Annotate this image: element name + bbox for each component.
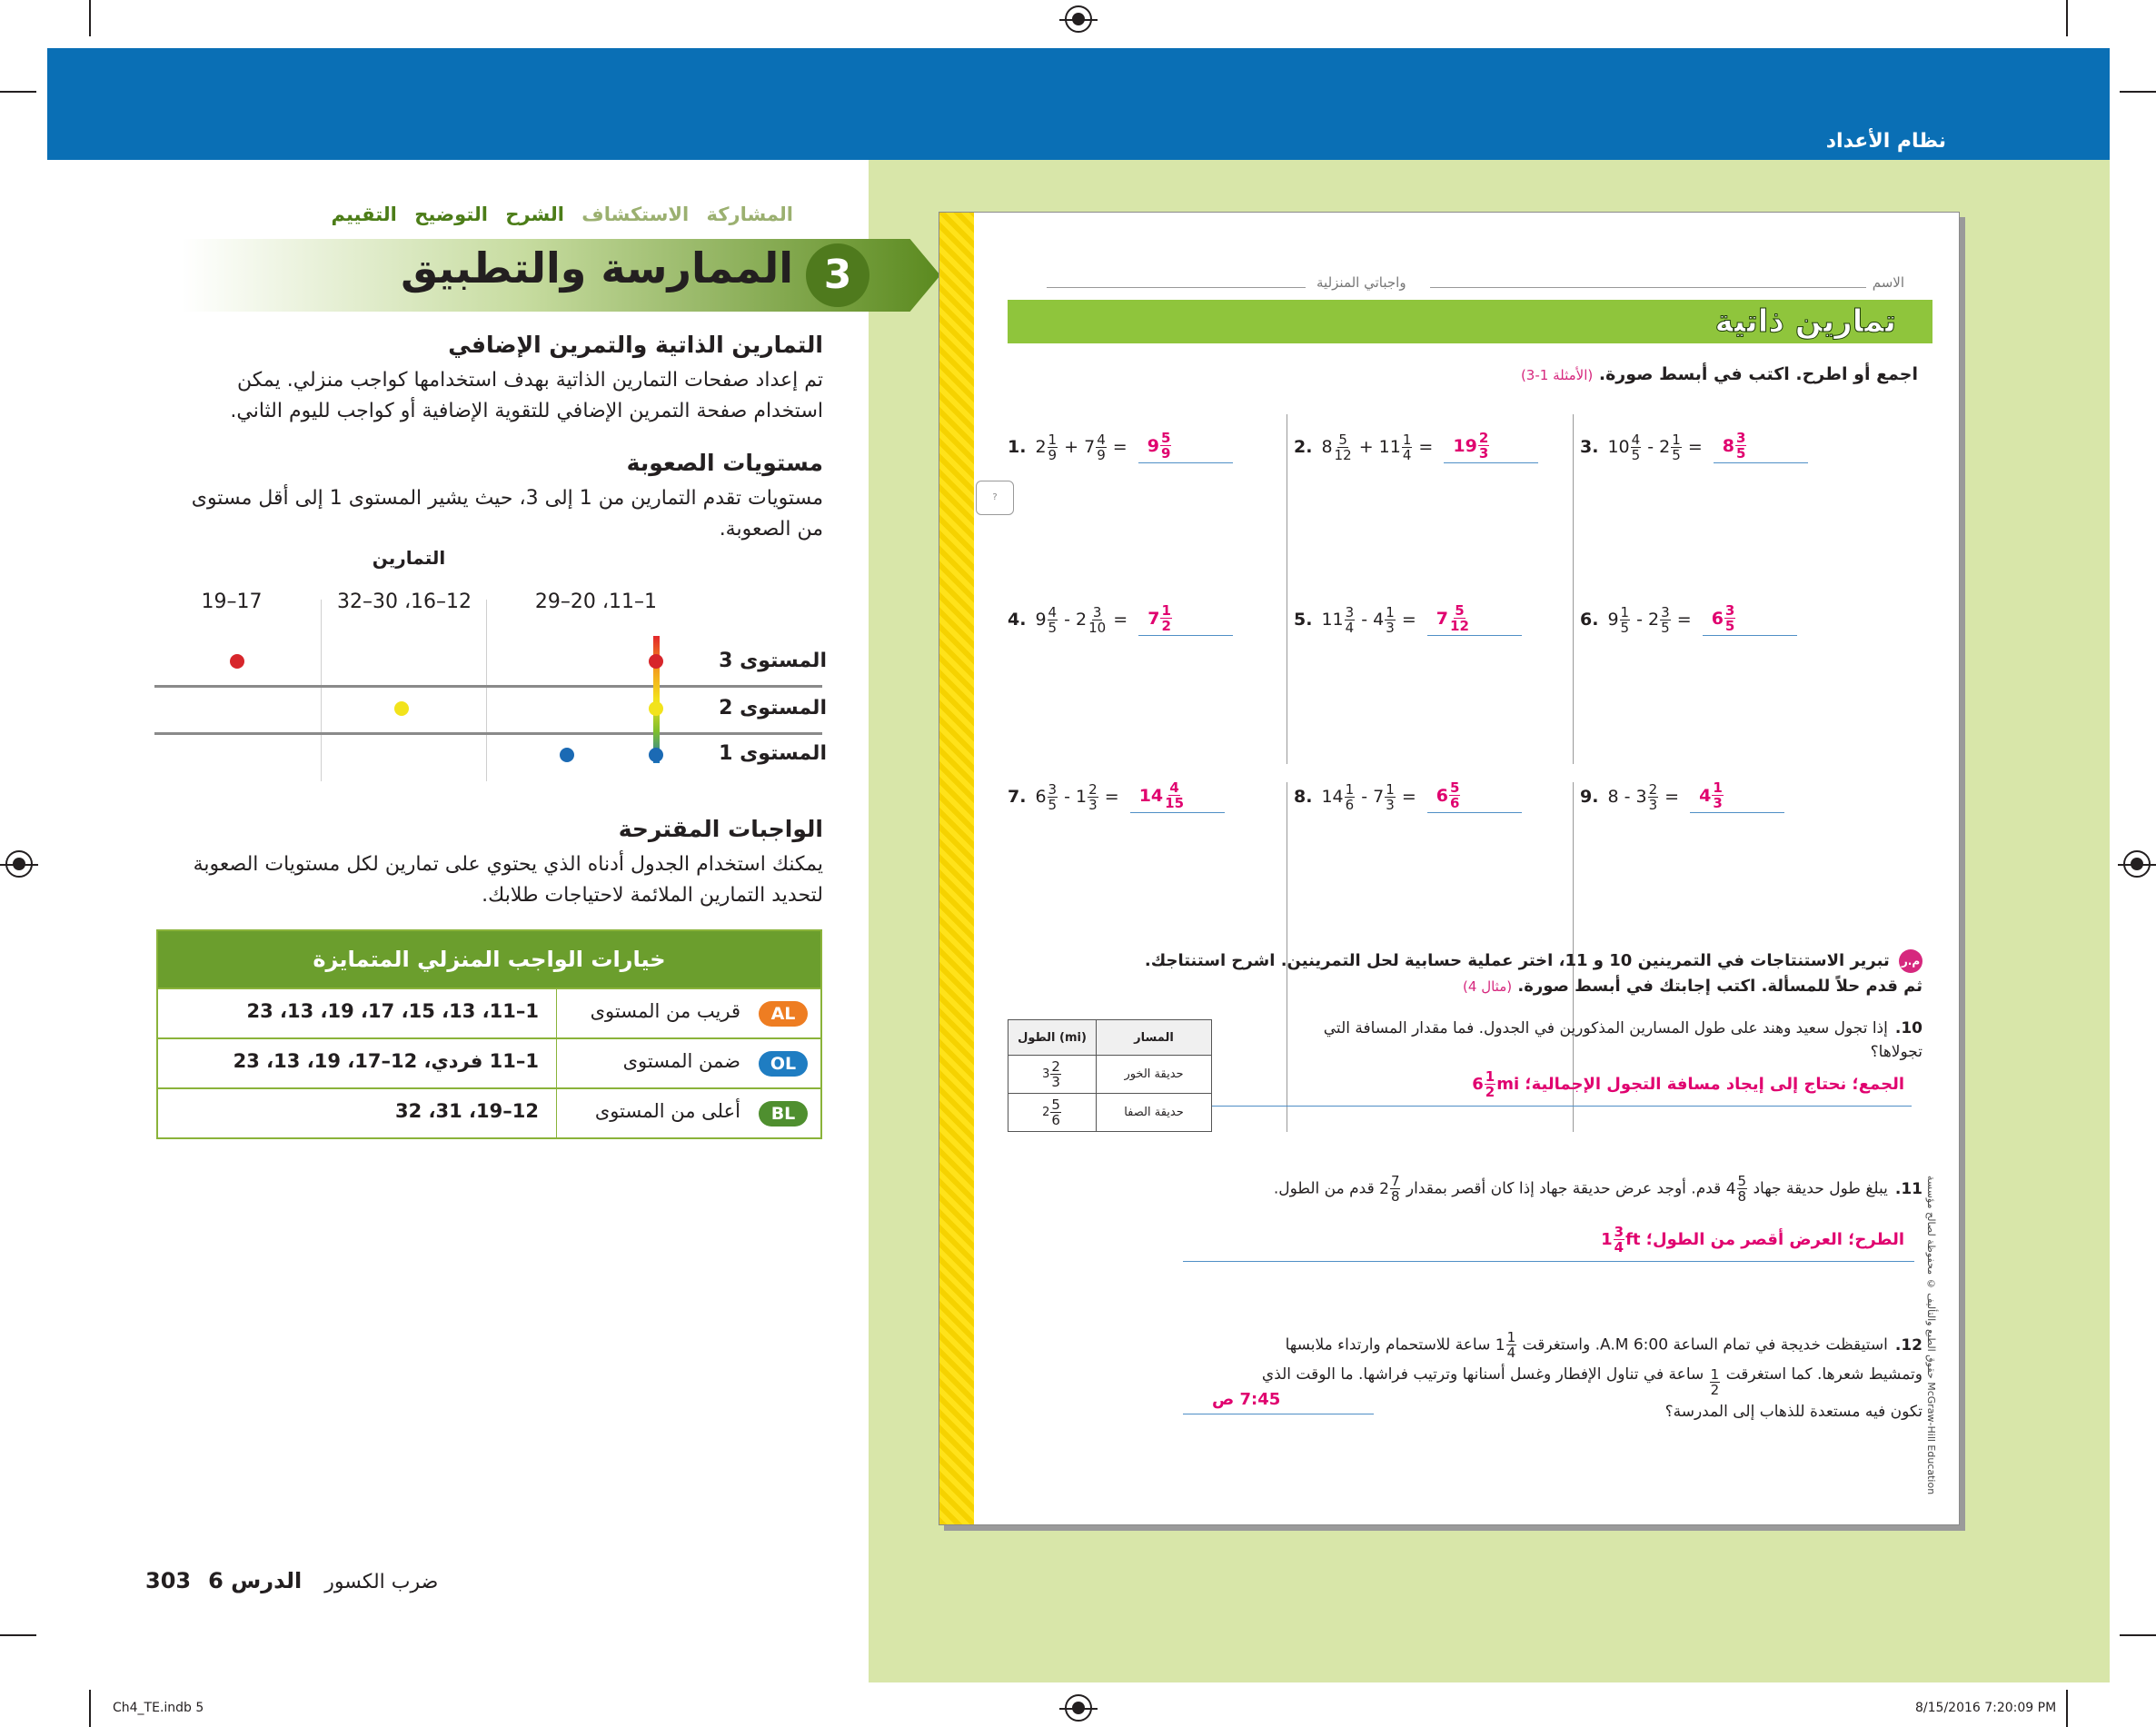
numerator: 1: [1048, 431, 1058, 448]
denominator: 8: [1390, 1188, 1400, 1205]
fraction: [1345, 782, 1356, 812]
whole-number: 6: [1436, 785, 1449, 806]
practice-problem: 8. 14 $\frac{1}{6}$ - 7 $\frac{1}{3}$ = 6 $\frac{5}{6}$: [1294, 780, 1522, 813]
name-line: [1430, 287, 1866, 288]
phase-explore: الاستكشاف: [581, 203, 690, 225]
denominator: 3: [1386, 619, 1395, 636]
answer-field: [1444, 431, 1538, 463]
level-1-label: المستوى 1: [719, 742, 827, 765]
whole-number: 6: [1035, 787, 1047, 807]
numerator: 1: [1506, 1329, 1516, 1345]
denominator: 3: [1088, 796, 1098, 813]
trails-table: [1008, 1019, 1212, 1132]
level-3-label: المستوى 3: [719, 650, 827, 672]
question-12: [1259, 1330, 1923, 1426]
phase-explain: الشرح: [505, 203, 564, 225]
whole-number: 2: [1379, 1179, 1389, 1198]
crop-mark: [89, 1690, 91, 1727]
numerator: 1: [1161, 602, 1171, 619]
denominator: 6: [1051, 1112, 1060, 1128]
denominator: 4: [1506, 1345, 1516, 1361]
fraction: [1088, 782, 1098, 812]
denominator: 5: [1631, 446, 1641, 463]
numerator: 5: [1450, 779, 1460, 796]
crop-mark: [2066, 0, 2068, 36]
numerator: 5: [1737, 1173, 1747, 1189]
whole-number: 19: [1453, 435, 1477, 456]
row-label: أعلى من المستوى: [594, 1100, 740, 1122]
fraction: [1671, 432, 1682, 462]
practice-problem: 6. 9 $\frac{1}{5}$ - 2 $\frac{3}{5}$ = 6 $\frac{3}{5}$: [1580, 603, 1797, 636]
fraction: [1050, 1097, 1061, 1127]
denominator: 4: [1402, 446, 1412, 463]
operator: -: [1064, 787, 1070, 807]
whole-number: 9: [1607, 610, 1619, 630]
level-line: [154, 732, 822, 735]
question-10: [1323, 1017, 1923, 1064]
registration-mark-icon: [1065, 1694, 1092, 1722]
numerator: 1: [1485, 1068, 1495, 1085]
question-text: إذا تجول سعيد وهند على طول المسارين المذكورين في الجدول. فما مقدار المسافة التي تجولاها؟: [1323, 1019, 1923, 1061]
whole-number: 7: [1084, 437, 1096, 457]
numerator: 1: [1713, 779, 1723, 796]
fraction: [1088, 605, 1107, 635]
homework-options-table: [156, 929, 822, 1139]
practice-problem: 4. 9 $\frac{4}{5}$ - 2 $\frac{3}{10}$ = 7 $\frac{1}{2}$: [1008, 603, 1233, 636]
help-icon: ?: [976, 481, 1014, 515]
fraction: [1164, 780, 1185, 810]
question-12-answer: 7:45 ص: [1212, 1390, 1281, 1409]
row-divider: [556, 1089, 557, 1137]
whole-number: 2: [1076, 610, 1088, 630]
denominator: 3: [1713, 795, 1723, 811]
crop-mark: [2120, 91, 2156, 93]
denominator: 3: [1478, 445, 1489, 462]
problem-number: 2.: [1294, 437, 1313, 457]
whole-number: 6: [1711, 608, 1724, 629]
exercise-column: 17–19: [201, 591, 263, 613]
numerator: 1: [1386, 603, 1395, 620]
numerator: 4: [1169, 779, 1179, 796]
numerator: 2: [1051, 1058, 1060, 1075]
section-title: الممارسة والتطبيق: [401, 243, 793, 293]
answer-field: [1703, 603, 1797, 636]
reasoning-badge: م.ر: [1899, 949, 1923, 973]
chapter-title: نظام الأعداد: [1825, 130, 1946, 153]
table-row: [158, 1037, 820, 1087]
fraction: [1724, 603, 1735, 633]
whole-number: 2: [1042, 1106, 1050, 1119]
numerator: 3: [1736, 430, 1746, 446]
reasoning-text: تبرير الاستنتاجات في التمرينين 10 و 11، اختر عملية حسابية لحل التمرينين. اشرح استنتاجك. ثم قدم حلاً للمسألة. اكتب إجابتك في أبسط صورة.: [1144, 951, 1923, 996]
instruction-text: اجمع أو اطرح. اكتب في أبسط صورة.: [1598, 364, 1918, 384]
numerator: 3: [1345, 603, 1355, 620]
numerator: 3: [1724, 602, 1735, 619]
numerator: 4: [1048, 603, 1058, 620]
difficulty-chart: [154, 547, 827, 781]
level-badge-bl: BL: [759, 1101, 808, 1127]
row-divider: [556, 989, 557, 1037]
row-exercises: 1–11 فردي، 12–17، 19، 13، 23: [233, 1050, 539, 1072]
fraction: [1385, 782, 1396, 812]
denominator: 3: [1386, 796, 1395, 813]
practice-problem: 5. 11 $\frac{3}{4}$ - 4 $\frac{1}{3}$ = 7 $\frac{5}{12}$: [1294, 603, 1522, 636]
question-10-answer: [1472, 1069, 1904, 1099]
answer-field: [1138, 603, 1233, 636]
answer-line: [1183, 1261, 1914, 1262]
whole-number: 1: [1076, 787, 1088, 807]
exercises-label: التمارين: [372, 547, 446, 569]
exercise-column: 12–16، 30–32: [336, 591, 472, 613]
self-practice-heading: التمارين الذاتية والتمرين الإضافي: [448, 332, 823, 358]
crop-mark: [0, 91, 36, 93]
whole-number: 2: [1035, 437, 1047, 457]
difficulty-body: مستويات تقدم التمارين من 1 إلى 3، حيث يشير المستوى 1 إلى أقل مستوى من الصعوبة.: [191, 487, 823, 541]
level-badge-al: AL: [759, 1001, 808, 1027]
answer-line: [1212, 1106, 1912, 1107]
whole-number: 8: [1607, 787, 1619, 807]
numerator: 1: [1672, 431, 1681, 448]
fraction: [1631, 432, 1642, 462]
table-row: [1008, 1094, 1212, 1132]
whole-number: 7: [1373, 787, 1385, 807]
whole-number: 11: [1378, 437, 1401, 457]
level-1-dot: [560, 748, 574, 762]
trail-cell: حديقة الصفا: [1097, 1094, 1212, 1132]
unit: mi: [1496, 1075, 1520, 1094]
numerator: 3: [1092, 603, 1102, 620]
homework-line: [1047, 287, 1306, 288]
denominator: 12: [1450, 618, 1469, 634]
length-cell: [1008, 1056, 1097, 1094]
numerator: 1: [1402, 431, 1412, 448]
numerator: 7: [1390, 1173, 1400, 1189]
fraction: [1620, 605, 1631, 635]
trail-header: المسار: [1097, 1020, 1212, 1056]
fraction: [1160, 603, 1171, 633]
answer-field: [1690, 780, 1784, 813]
question-text: استيقظت خديجة في تمام الساعة 6:00 A.M. واستغرقت: [1522, 1335, 1888, 1355]
table-row: [158, 1087, 820, 1137]
denominator: 9: [1160, 445, 1171, 462]
fraction: [1402, 432, 1413, 462]
denominator: 3: [1648, 796, 1658, 813]
whole-number: 14: [1138, 785, 1164, 806]
row-divider: [556, 1039, 557, 1087]
denominator: 9: [1097, 446, 1106, 463]
unit: ft: [1625, 1230, 1641, 1249]
operator: -: [1361, 610, 1368, 630]
whole-number: 2: [1659, 437, 1671, 457]
table-row: [158, 988, 820, 1037]
homework-label: واجباتي المنزلية: [1316, 274, 1406, 291]
yellow-side-strip: [939, 213, 974, 1524]
whole-number: 3: [1635, 787, 1647, 807]
crop-mark: [2120, 1634, 2156, 1636]
fraction: [1735, 431, 1746, 461]
numerator: 4: [1097, 431, 1106, 448]
level-2-dot: [649, 701, 663, 716]
denominator: 12: [1334, 446, 1352, 463]
length-cell: [1008, 1094, 1097, 1132]
denominator: 10: [1088, 619, 1107, 636]
fraction: [1660, 605, 1671, 635]
fraction: [1712, 780, 1723, 810]
answer-field: [1427, 603, 1522, 636]
operator: -: [1064, 610, 1070, 630]
row-label: قريب من المستوى: [590, 1000, 740, 1022]
question-number: 10.: [1894, 1019, 1923, 1037]
practice-problem: 7. 6 $\frac{3}{5}$ - 1 $\frac{2}{3}$ = 14 $\frac{4}{15}$: [1008, 780, 1225, 813]
level-line: [154, 685, 822, 688]
column-divider: [321, 600, 322, 781]
chapter-header-bar: [47, 48, 2110, 160]
problem-number: 7.: [1008, 787, 1027, 807]
registration-mark-icon: [5, 850, 33, 878]
whole-number: 1: [1495, 1335, 1505, 1355]
column-divider: [486, 600, 487, 781]
fraction: [1648, 782, 1659, 812]
lesson-phases: [320, 203, 793, 225]
denominator: 8: [1737, 1188, 1747, 1205]
self-practice-title-bar: [1008, 300, 1932, 343]
instruction: [1521, 364, 1918, 384]
self-practice-body: تم إعداد صفحات التمارين الذاتية بهدف استخدامها كواجب منزلي. يمكن استخدام صفحة التمرين الإضافي للتقوية الإضافية أو كواجب لليوم الثاني.: [230, 369, 823, 422]
slug-file: Ch4_TE.indb 5: [113, 1701, 204, 1715]
phase-elaborate: التوضيح: [414, 203, 489, 225]
exercise-column: 1–11، 20–29: [534, 591, 657, 613]
workbook-page: [939, 212, 1960, 1525]
whole-number: 2: [1648, 610, 1660, 630]
answer-text: الطرح؛ العرض أقصر من الطول؛: [1645, 1230, 1904, 1249]
section-number: 3: [806, 243, 869, 307]
numerator: 2: [1088, 780, 1098, 798]
suggested-body: يمكنك استخدام الجدول أدناه الذي يحتوي على تمارين لكل مستويات الصعوبة لتحديد التمارين الملائمة لاحتياجات طلابك.: [193, 853, 823, 907]
phase-evaluate: التقييم: [331, 203, 397, 225]
column-divider: [1573, 414, 1574, 764]
operator: -: [1361, 787, 1368, 807]
numerator: 2: [1478, 430, 1489, 446]
fraction: [1160, 431, 1171, 461]
whole-number: 10: [1607, 437, 1630, 457]
fraction: [1449, 603, 1470, 633]
question-text: ساعة للاستحمام وارتداء ملابسها وتمشيط شعرها. كما استغرقت: [1285, 1335, 1923, 1384]
homework-table-title: خيارات الواجب المنزلي المتمايزة: [158, 931, 820, 988]
problem-number: 1.: [1008, 437, 1027, 457]
whole-number: 3: [1042, 1067, 1050, 1081]
phase-engage: المشاركة: [706, 203, 793, 225]
fraction: [1478, 431, 1489, 461]
denominator: 5: [1672, 446, 1681, 463]
workbook-title: تمارين ذاتية: [1714, 303, 1896, 340]
denominator: 5: [1620, 619, 1630, 636]
denominator: 15: [1165, 795, 1185, 811]
practice-problem: 3. 10 $\frac{4}{5}$ - 2 $\frac{1}{5}$ = 8 $\frac{3}{5}$: [1580, 431, 1808, 463]
registration-mark-icon: [1065, 5, 1092, 33]
numerator: 1: [1386, 780, 1395, 798]
answer-text: الجمع؛ نحتاج إلى إيجاد مسافة التجول الإجمالية؛: [1525, 1075, 1904, 1094]
whole-number: 14: [1321, 787, 1344, 807]
fraction: [1048, 605, 1058, 635]
level-1-dot: [649, 748, 663, 762]
practice-problem: 2. 8 $\frac{5}{12}$ + 11 $\frac{1}{4}$ = 19 $\frac{2}{3}$: [1294, 431, 1538, 463]
question-text: قدم. أوجد عرض حديقة جهاد إذا كان أقصر بمقدار: [1406, 1179, 1722, 1198]
operator: -: [1636, 610, 1643, 630]
whole-number: 4: [1699, 785, 1712, 806]
page-footer: [145, 1568, 438, 1593]
fraction: [1710, 1367, 1721, 1397]
level-badge-ol: OL: [759, 1051, 808, 1077]
denominator: 2: [1485, 1084, 1495, 1100]
operator: +: [1064, 437, 1079, 457]
table-row: [1008, 1020, 1212, 1056]
numerator: 1: [1620, 603, 1630, 620]
practice-problem: 9. 8 - 3 $\frac{2}{3}$ = 4 $\frac{1}{3}$: [1580, 780, 1784, 813]
whole-number: 9: [1147, 435, 1159, 456]
answer-field: [1714, 431, 1808, 463]
numerator: 5: [1051, 1097, 1060, 1113]
fraction: [1614, 1225, 1624, 1255]
operator: -: [1624, 787, 1631, 807]
numerator: 3: [1614, 1224, 1624, 1240]
denominator: 9: [1048, 446, 1058, 463]
practice-problem: 1. 2 $\frac{1}{9}$ + 7 $\frac{4}{9}$ = 9 $\frac{5}{9}$: [1008, 431, 1233, 463]
denominator: 6: [1450, 795, 1460, 811]
denominator: 3: [1051, 1074, 1060, 1090]
problem-number: 8.: [1294, 787, 1313, 807]
length-header: الطول (mi): [1008, 1020, 1097, 1056]
question-text: يبلغ طول حديقة جهاد: [1753, 1179, 1888, 1198]
problem-number: 9.: [1580, 787, 1599, 807]
name-label: الاسم: [1872, 274, 1904, 291]
fraction: [1096, 432, 1107, 462]
numerator: 3: [1048, 780, 1058, 798]
numerator: 1: [1710, 1366, 1720, 1383]
reasoning-instruction: [1141, 948, 1923, 999]
fraction: [1048, 432, 1058, 462]
whole-number: 7: [1148, 608, 1160, 629]
denominator: 5: [1048, 619, 1058, 636]
fraction: [1334, 432, 1353, 462]
numerator: 5: [1455, 602, 1465, 619]
copyright-credit: حقوق الطبع والتأليف © محفوظة لصالح مؤسسة McGraw-Hill Education: [1925, 1176, 1937, 1495]
fraction: [1345, 605, 1356, 635]
fraction: [1385, 605, 1396, 635]
denominator: 4: [1614, 1239, 1624, 1256]
difficulty-heading: مستويات الصعوبة: [626, 450, 823, 476]
level-3-dot: [649, 654, 663, 669]
problem-number: 5.: [1294, 610, 1313, 630]
page-number: 303: [145, 1568, 192, 1593]
level-2-label: المستوى 2: [719, 697, 827, 720]
instruction-ref: (الأمثلة 1-3): [1520, 367, 1594, 383]
operator: -: [1647, 437, 1654, 457]
question-11: [1250, 1174, 1923, 1204]
problem-number: 6.: [1580, 610, 1599, 630]
fraction: [1449, 780, 1460, 810]
problem-number: 3.: [1580, 437, 1599, 457]
crop-mark: [89, 0, 91, 36]
question-11-answer: [1601, 1225, 1904, 1255]
trail-cell: حديقة الخور: [1097, 1056, 1212, 1094]
level-2-dot: [394, 701, 409, 716]
operator: +: [1358, 437, 1374, 457]
registration-mark-icon: [2123, 850, 2151, 878]
answer-field: [1138, 431, 1233, 463]
whole-number: 7: [1436, 608, 1449, 629]
problem-number: 4.: [1008, 610, 1027, 630]
row-label: ضمن المستوى: [622, 1050, 740, 1072]
level-3-dot: [230, 654, 244, 669]
denominator: 4: [1345, 619, 1355, 636]
whole-number: 4: [1725, 1179, 1736, 1198]
fraction: [1737, 1174, 1748, 1204]
denominator: 5: [1724, 618, 1735, 634]
reasoning-ref: (مثال 4): [1463, 978, 1513, 995]
fraction: [1485, 1069, 1495, 1099]
numerator: 5: [1160, 430, 1171, 446]
fraction: [1390, 1174, 1401, 1204]
suggested-heading: الواجبات المقترحة: [618, 816, 823, 842]
denominator: 6: [1345, 796, 1355, 813]
denominator: 2: [1161, 618, 1171, 634]
whole-number: 9: [1035, 610, 1047, 630]
slug-date: 8/15/2016 7:20:09 PM: [1915, 1701, 2057, 1715]
numerator: 4: [1631, 431, 1641, 448]
question-text: قدم من الطول.: [1273, 1179, 1375, 1198]
denominator: 5: [1048, 796, 1058, 813]
whole-number: 1: [1601, 1230, 1613, 1249]
answer-field: [1427, 780, 1522, 813]
question-number: 11.: [1894, 1179, 1923, 1198]
crop-mark: [2066, 1690, 2068, 1727]
fraction: [1050, 1059, 1061, 1089]
whole-number: 8: [1321, 437, 1333, 457]
numerator: 5: [1338, 431, 1347, 448]
numerator: 2: [1648, 780, 1658, 798]
fraction: [1506, 1330, 1517, 1360]
fraction: [1048, 782, 1058, 812]
row-exercises: 1–11، 13، 15، 17، 19، 13، 23: [246, 1000, 539, 1022]
denominator: 5: [1736, 445, 1746, 462]
lesson-label: الدرس 6: [208, 1568, 303, 1593]
numerator: 1: [1345, 780, 1355, 798]
lesson-topic: ضرب الكسور: [324, 1571, 439, 1593]
table-row: [1008, 1056, 1212, 1094]
question-text: ساعة في تناول الإفطار وغسل أسنانها وترتيب فراشها. ما الوقت الذي تكون فيه مستعدة للذهاب إلى المدرسة؟: [1261, 1365, 1923, 1421]
denominator: 2: [1710, 1382, 1720, 1398]
whole-number: 11: [1321, 610, 1344, 630]
question-number: 12.: [1894, 1335, 1923, 1355]
crop-mark: [0, 1634, 36, 1636]
denominator: 5: [1661, 619, 1670, 636]
row-exercises: 12–19، 31، 32: [394, 1100, 539, 1122]
whole-number: 8: [1722, 435, 1735, 456]
answer-field: [1130, 780, 1225, 813]
whole-number: 6: [1472, 1075, 1484, 1094]
whole-number: 4: [1373, 610, 1385, 630]
numerator: 3: [1661, 603, 1670, 620]
